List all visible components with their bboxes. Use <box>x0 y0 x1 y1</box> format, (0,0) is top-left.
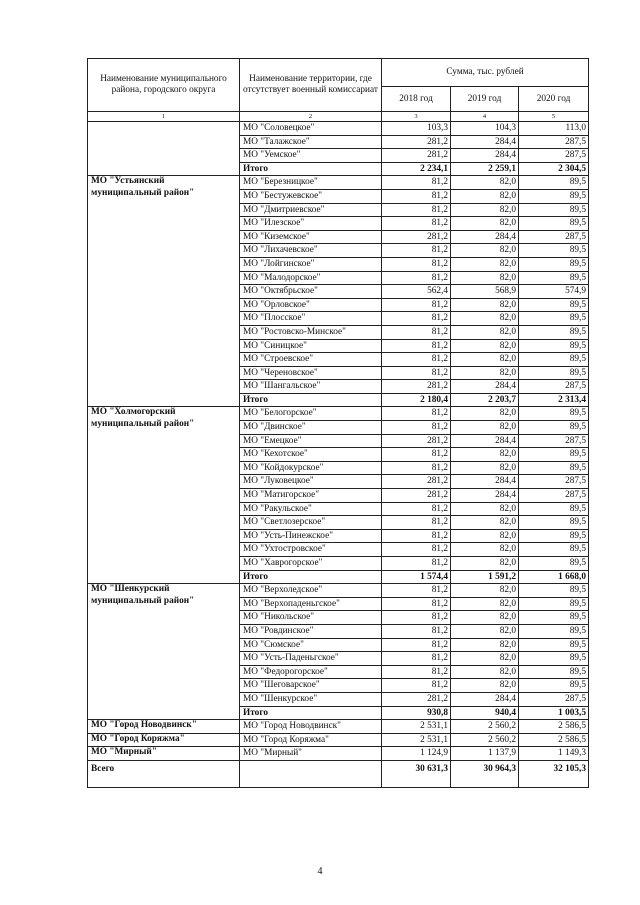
subtotal-amount: 1 591,2 <box>451 570 519 584</box>
page-number: 4 <box>317 866 323 877</box>
header-year-2020: 2020 год <box>519 87 589 112</box>
territory-name: МО "Усть-Паденьгское" <box>240 652 382 666</box>
amount-cell: 82,0 <box>451 665 519 679</box>
amount-cell: 82,0 <box>451 679 519 693</box>
territory-name: МО "Шангальское" <box>240 380 382 394</box>
amount-cell: 82,0 <box>451 461 519 475</box>
header-row <box>88 59 589 87</box>
subtotal-amount: 1 574,4 <box>382 570 451 584</box>
amount-cell: 89,5 <box>519 597 589 611</box>
amount-cell: 89,5 <box>519 325 589 339</box>
amount-cell: 89,5 <box>519 312 589 326</box>
amount-cell: 81,2 <box>382 407 451 421</box>
amount-cell: 81,2 <box>382 557 451 571</box>
grand-total-amount: 30 631,3 <box>382 760 451 787</box>
amount-cell: 287,5 <box>519 149 589 163</box>
subtotal-amount: 930,8 <box>382 706 451 720</box>
amount-cell: 81,2 <box>382 366 451 380</box>
amount-cell: 2 531,1 <box>382 733 451 747</box>
amount-cell: 89,5 <box>519 257 589 271</box>
amount-cell: 82,0 <box>451 638 519 652</box>
subtotal-amount: 1 668,0 <box>519 570 589 584</box>
grand-total-row <box>88 760 589 787</box>
header-region: Наименование муниципального района, городского округа <box>88 59 240 112</box>
amount-cell: 82,0 <box>451 176 519 190</box>
amount-cell: 89,5 <box>519 448 589 462</box>
territory-name: МО "Белогорское" <box>240 407 382 421</box>
amount-cell: 82,0 <box>451 448 519 462</box>
amount-cell: 82,0 <box>451 353 519 367</box>
grand-total-amount: 32 105,3 <box>519 760 589 787</box>
amount-cell: 81,2 <box>382 584 451 598</box>
amount-cell: 89,5 <box>519 271 589 285</box>
amount-cell: 89,5 <box>519 189 589 203</box>
amount-cell: 81,2 <box>382 339 451 353</box>
territory-name: МО "Талажское" <box>240 135 382 149</box>
territory-name: МО "Октябрьское" <box>240 285 382 299</box>
territory-name: МО "Малодорское" <box>240 271 382 285</box>
territory-name: МО "Койдокурское" <box>240 461 382 475</box>
amount-cell: 81,2 <box>382 298 451 312</box>
city-row <box>88 747 589 761</box>
amount-cell: 82,0 <box>451 257 519 271</box>
region-name <box>88 122 240 176</box>
amount-cell: 82,0 <box>451 312 519 326</box>
amount-cell: 89,5 <box>519 244 589 258</box>
column-index: 4 <box>451 112 519 122</box>
amount-cell: 82,0 <box>451 203 519 217</box>
amount-cell: 562,4 <box>382 285 451 299</box>
document-page <box>87 58 588 788</box>
territory-name: МО "Лихачевское" <box>240 244 382 258</box>
amount-cell: 82,0 <box>451 339 519 353</box>
territory-name: МО "Мирный" <box>240 747 382 761</box>
amount-cell: 2 586,5 <box>519 720 589 734</box>
amount-cell: 82,0 <box>451 298 519 312</box>
header-territory: Наименование территории, где отсутствует военный комиссариат <box>240 59 382 112</box>
amount-cell: 113,0 <box>519 122 589 136</box>
amount-cell: 81,2 <box>382 217 451 231</box>
territory-name: МО "Ракульское" <box>240 502 382 516</box>
amount-cell: 89,5 <box>519 502 589 516</box>
amount-cell: 81,2 <box>382 312 451 326</box>
amount-cell: 89,5 <box>519 665 589 679</box>
column-index: 1 <box>88 112 240 122</box>
amount-cell: 1 149,3 <box>519 747 589 761</box>
amount-cell: 81,2 <box>382 597 451 611</box>
table-row <box>88 176 589 190</box>
amount-cell: 81,2 <box>382 271 451 285</box>
amount-cell: 89,5 <box>519 638 589 652</box>
amount-cell: 89,5 <box>519 298 589 312</box>
amount-cell: 287,5 <box>519 434 589 448</box>
amount-cell: 82,0 <box>451 611 519 625</box>
territory-name: МО "Соловецкое" <box>240 122 382 136</box>
amount-cell: 281,2 <box>382 380 451 394</box>
amount-cell: 89,5 <box>519 217 589 231</box>
empty-cell <box>240 760 382 787</box>
subtotal-amount: 2 304,5 <box>519 162 589 176</box>
territory-name: МО "Строевское" <box>240 353 382 367</box>
territory-name: МО "Плосское" <box>240 312 382 326</box>
amount-cell: 89,5 <box>519 516 589 530</box>
territory-name: МО "Сюмское" <box>240 638 382 652</box>
territory-name: МО "Синицкое" <box>240 339 382 353</box>
amount-cell: 287,5 <box>519 135 589 149</box>
amount-cell: 81,2 <box>382 679 451 693</box>
territory-name: МО "Город Новодвинск" <box>240 720 382 734</box>
amount-cell: 281,2 <box>382 475 451 489</box>
amount-cell: 82,0 <box>451 325 519 339</box>
territory-name: МО "Кехотское" <box>240 448 382 462</box>
amount-cell: 287,5 <box>519 380 589 394</box>
amount-cell: 284,4 <box>451 230 519 244</box>
region-name: МО "Город Новодвинск" <box>88 720 240 734</box>
subtotal-label: Итого <box>240 393 382 407</box>
amount-cell: 89,5 <box>519 624 589 638</box>
amount-cell: 82,0 <box>451 189 519 203</box>
amount-cell: 81,2 <box>382 244 451 258</box>
territory-name: МО "Бестужевское" <box>240 189 382 203</box>
territory-name: МО "Светлозерское" <box>240 516 382 530</box>
column-index: 3 <box>382 112 451 122</box>
amount-cell: 284,4 <box>451 380 519 394</box>
amount-cell: 284,4 <box>451 434 519 448</box>
amount-cell: 281,2 <box>382 434 451 448</box>
amount-cell: 89,5 <box>519 584 589 598</box>
subtotal-amount: 2 259,1 <box>451 162 519 176</box>
amount-cell: 82,0 <box>451 407 519 421</box>
amount-cell: 82,0 <box>451 624 519 638</box>
territory-name: МО "Хаврогорское" <box>240 557 382 571</box>
territory-name: МО "Шеговарское" <box>240 679 382 693</box>
amount-cell: 89,5 <box>519 611 589 625</box>
amount-cell: 2 560,2 <box>451 733 519 747</box>
budget-table <box>87 58 589 788</box>
amount-cell: 1 124,9 <box>382 747 451 761</box>
amount-cell: 104,3 <box>451 122 519 136</box>
territory-name: МО "Никольское" <box>240 611 382 625</box>
amount-cell: 81,2 <box>382 638 451 652</box>
territory-name: МО "Илезское" <box>240 217 382 231</box>
region-name: МО "Город Коряжма" <box>88 733 240 747</box>
subtotal-label: Итого <box>240 570 382 584</box>
amount-cell: 82,0 <box>451 421 519 435</box>
subtotal-label: Итого <box>240 162 382 176</box>
amount-cell: 81,2 <box>382 353 451 367</box>
amount-cell: 2 586,5 <box>519 733 589 747</box>
region-name: МО "Устьянский муниципальный район" <box>88 176 240 407</box>
subtotal-label: Итого <box>240 706 382 720</box>
amount-cell: 82,0 <box>451 543 519 557</box>
amount-cell: 2 531,1 <box>382 720 451 734</box>
column-index: 2 <box>240 112 382 122</box>
amount-cell: 568,9 <box>451 285 519 299</box>
territory-name: МО "Верхоледское" <box>240 584 382 598</box>
territory-name: МО "Луковецкое" <box>240 475 382 489</box>
amount-cell: 89,5 <box>519 679 589 693</box>
amount-cell: 81,2 <box>382 421 451 435</box>
city-row <box>88 733 589 747</box>
amount-cell: 81,2 <box>382 189 451 203</box>
amount-cell: 89,5 <box>519 176 589 190</box>
table-row <box>88 122 589 136</box>
region-name: МО "Холмогорский муниципальный район" <box>88 407 240 584</box>
amount-cell: 89,5 <box>519 529 589 543</box>
amount-cell: 81,2 <box>382 448 451 462</box>
amount-cell: 574,9 <box>519 285 589 299</box>
territory-name: МО "Лойгинское" <box>240 257 382 271</box>
territory-name: МО "Усть-Пинежское" <box>240 529 382 543</box>
amount-cell: 81,2 <box>382 529 451 543</box>
amount-cell: 284,4 <box>451 489 519 503</box>
amount-cell: 81,2 <box>382 516 451 530</box>
amount-cell: 82,0 <box>451 529 519 543</box>
header-year-2018: 2018 год <box>382 87 451 112</box>
table-body <box>88 122 589 788</box>
amount-cell: 82,0 <box>451 244 519 258</box>
region-name: МО "Мирный" <box>88 747 240 761</box>
amount-cell: 81,2 <box>382 543 451 557</box>
amount-cell: 82,0 <box>451 366 519 380</box>
amount-cell: 89,5 <box>519 543 589 557</box>
amount-cell: 82,0 <box>451 597 519 611</box>
table-row <box>88 407 589 421</box>
amount-cell: 284,4 <box>451 475 519 489</box>
amount-cell: 89,5 <box>519 353 589 367</box>
territory-name: МО "Двинское" <box>240 421 382 435</box>
amount-cell: 89,5 <box>519 407 589 421</box>
amount-cell: 82,0 <box>451 217 519 231</box>
territory-name: МО "Киземское" <box>240 230 382 244</box>
amount-cell: 281,2 <box>382 230 451 244</box>
amount-cell: 89,5 <box>519 557 589 571</box>
amount-cell: 89,5 <box>519 652 589 666</box>
territory-name: МО "Ухтостровское" <box>240 543 382 557</box>
territory-name: МО "Шенкурское" <box>240 692 382 706</box>
subtotal-amount: 2 234,1 <box>382 162 451 176</box>
amount-cell: 2 560,2 <box>451 720 519 734</box>
territory-name: МО "Федорогорское" <box>240 665 382 679</box>
territory-name: МО "Дмитриевское" <box>240 203 382 217</box>
amount-cell: 82,0 <box>451 502 519 516</box>
amount-cell: 281,2 <box>382 149 451 163</box>
amount-cell: 89,5 <box>519 461 589 475</box>
subtotal-amount: 1 003,5 <box>519 706 589 720</box>
amount-cell: 82,0 <box>451 516 519 530</box>
table-row <box>88 584 589 598</box>
subtotal-amount: 2 203,7 <box>451 393 519 407</box>
amount-cell: 103,3 <box>382 122 451 136</box>
subtotal-amount: 2 313,4 <box>519 393 589 407</box>
amount-cell: 89,5 <box>519 421 589 435</box>
amount-cell: 81,2 <box>382 624 451 638</box>
amount-cell: 1 137,9 <box>451 747 519 761</box>
amount-cell: 81,2 <box>382 325 451 339</box>
territory-name: МО "Емецкое" <box>240 434 382 448</box>
territory-name: МО "Березницкое" <box>240 176 382 190</box>
territory-name: МО "Уемское" <box>240 149 382 163</box>
amount-cell: 81,2 <box>382 611 451 625</box>
city-row <box>88 720 589 734</box>
amount-cell: 81,2 <box>382 665 451 679</box>
amount-cell: 82,0 <box>451 557 519 571</box>
amount-cell: 287,5 <box>519 230 589 244</box>
amount-cell: 281,2 <box>382 135 451 149</box>
amount-cell: 82,0 <box>451 584 519 598</box>
territory-name: МО "Верхопаденьгское" <box>240 597 382 611</box>
column-index-row <box>88 112 589 122</box>
header-year-2019: 2019 год <box>451 87 519 112</box>
amount-cell: 284,4 <box>451 149 519 163</box>
subtotal-amount: 940,4 <box>451 706 519 720</box>
subtotal-amount: 2 180,4 <box>382 393 451 407</box>
grand-total-label: Всего <box>88 760 240 787</box>
amount-cell: 287,5 <box>519 475 589 489</box>
amount-cell: 89,5 <box>519 203 589 217</box>
amount-cell: 287,5 <box>519 692 589 706</box>
amount-cell: 89,5 <box>519 339 589 353</box>
amount-cell: 281,2 <box>382 692 451 706</box>
header-sum: Сумма, тыс. рублей <box>382 59 589 87</box>
grand-total-amount: 30 964,3 <box>451 760 519 787</box>
amount-cell: 81,2 <box>382 176 451 190</box>
amount-cell: 89,5 <box>519 366 589 380</box>
territory-name: МО "Орловское" <box>240 298 382 312</box>
amount-cell: 287,5 <box>519 489 589 503</box>
amount-cell: 281,2 <box>382 489 451 503</box>
amount-cell: 284,4 <box>451 692 519 706</box>
region-name: МО "Шенкурский муниципальный район" <box>88 584 240 720</box>
amount-cell: 284,4 <box>451 135 519 149</box>
amount-cell: 81,2 <box>382 203 451 217</box>
territory-name: МО "Матигорское" <box>240 489 382 503</box>
column-index: 5 <box>519 112 589 122</box>
territory-name: МО "Ровдинское" <box>240 624 382 638</box>
amount-cell: 82,0 <box>451 652 519 666</box>
amount-cell: 81,2 <box>382 257 451 271</box>
territory-name: МО "Город Коряжма" <box>240 733 382 747</box>
amount-cell: 81,2 <box>382 652 451 666</box>
amount-cell: 82,0 <box>451 271 519 285</box>
amount-cell: 81,2 <box>382 502 451 516</box>
amount-cell: 81,2 <box>382 461 451 475</box>
territory-name: МО "Череновское" <box>240 366 382 380</box>
territory-name: МО "Ростовско-Минское" <box>240 325 382 339</box>
